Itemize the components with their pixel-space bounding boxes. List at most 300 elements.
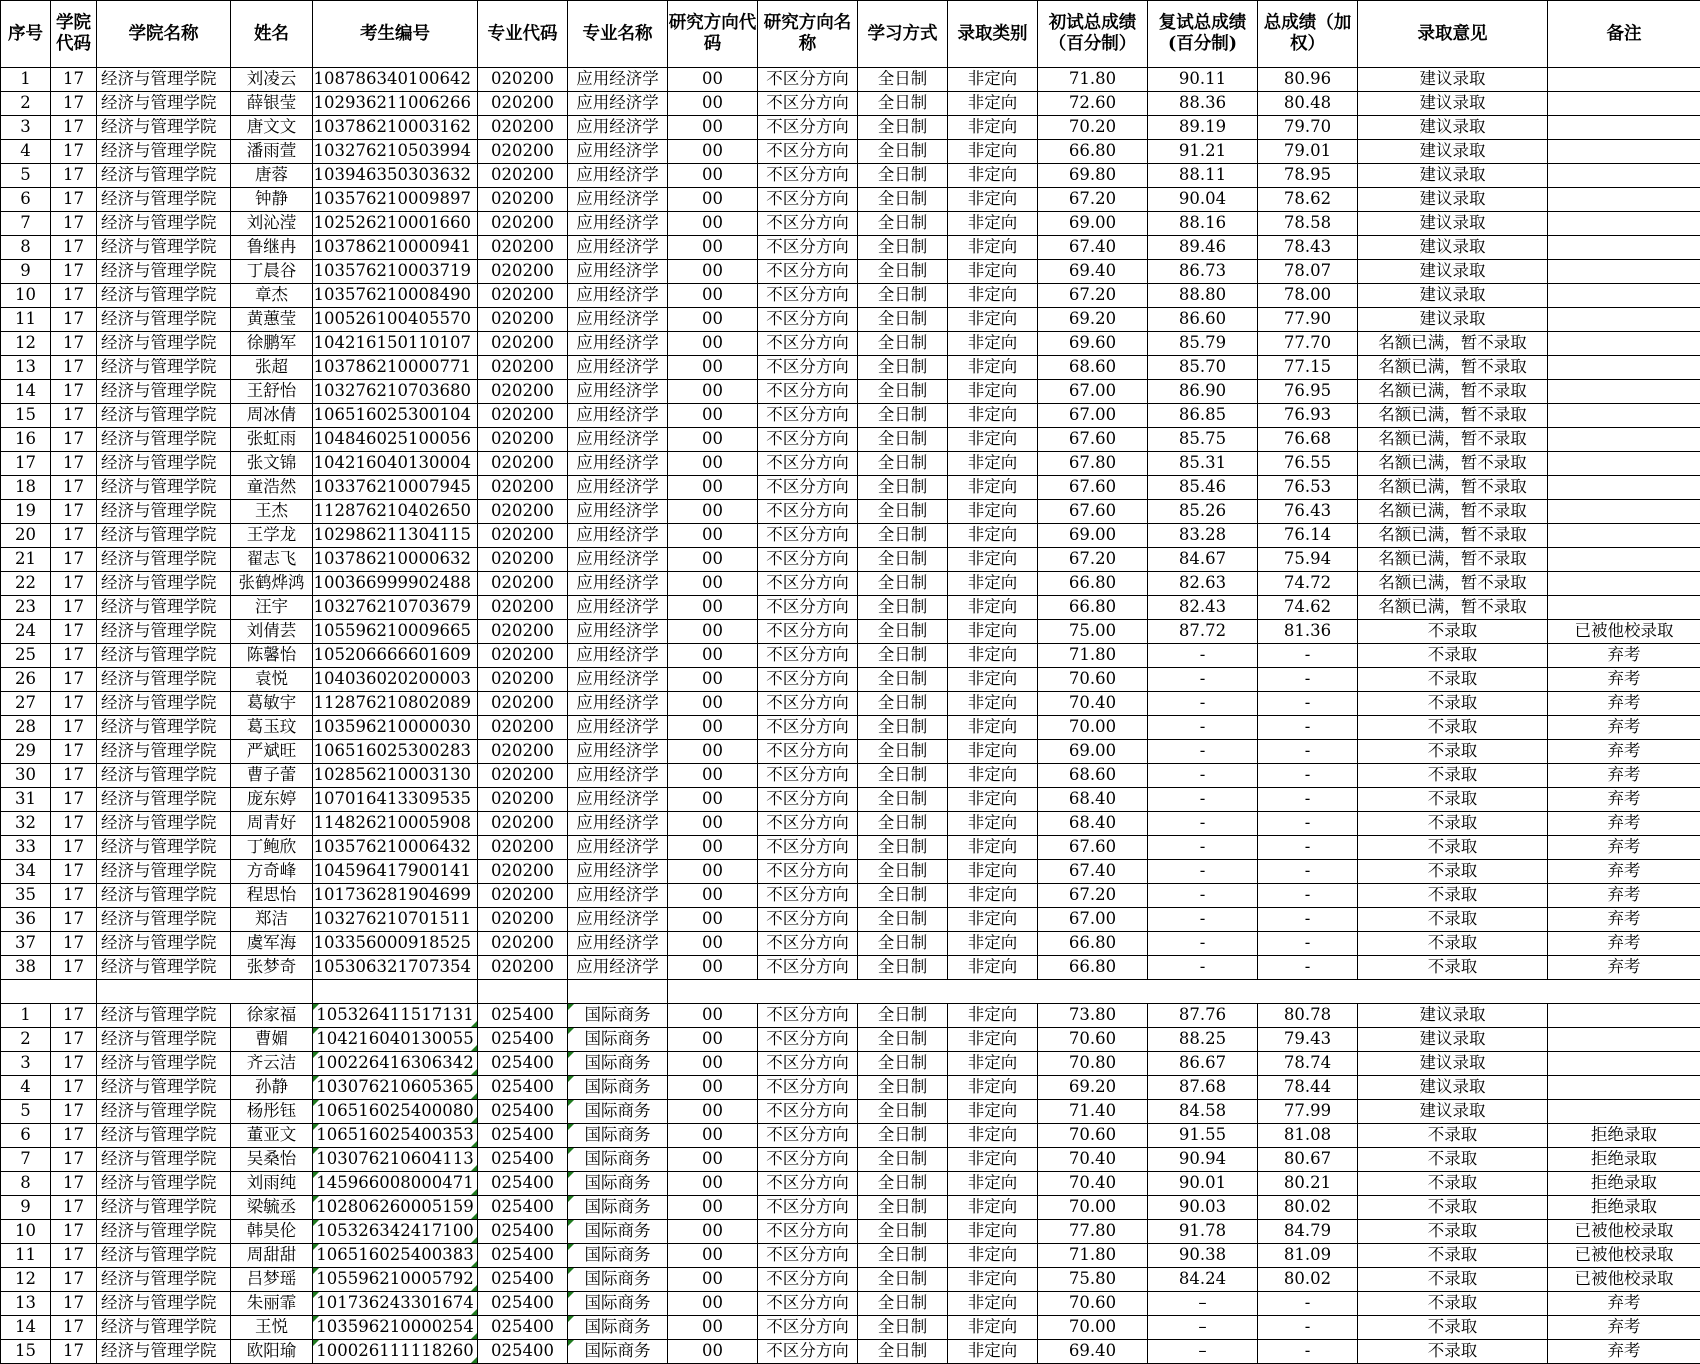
name-cell: 杨彤钰: [231, 1100, 313, 1124]
opinion-cell: 不录取: [1358, 692, 1548, 716]
total-score-cell: -: [1258, 764, 1358, 788]
empty-cell: [1148, 980, 1258, 1004]
seq-header: 序号: [1, 1, 51, 68]
direction-name-cell: 不区分方向: [758, 596, 858, 620]
total-score-cell: 80.21: [1258, 1172, 1358, 1196]
study-mode-cell: 全日制: [858, 1196, 948, 1220]
retest-score-cell: 86.73: [1148, 260, 1258, 284]
candidate-id-cell: 106516025400080: [313, 1100, 478, 1124]
retest-score-cell: 82.43: [1148, 596, 1258, 620]
study-mode-cell: 全日制: [858, 92, 948, 116]
college-name-cell: 经济与管理学院: [97, 116, 231, 140]
direction-code-cell: 00: [668, 908, 758, 932]
direction-name-cell: 不区分方向: [758, 404, 858, 428]
major-name-cell: 国际商务: [568, 1124, 668, 1148]
category-cell: 非定向: [948, 1268, 1038, 1292]
prelim-score-cell: 70.40: [1038, 692, 1148, 716]
remarks-cell: [1548, 428, 1700, 452]
college-code-cell: 17: [51, 908, 97, 932]
seq-cell: 25: [1, 644, 51, 668]
table-row: [1, 1316, 1700, 1340]
retest-score-cell: 85.26: [1148, 500, 1258, 524]
prelim-score-cell: 70.40: [1038, 1148, 1148, 1172]
prelim-score-cell: 67.60: [1038, 476, 1148, 500]
retest-score-cell: -: [1148, 764, 1258, 788]
opinion-cell: 名额已满，暂不录取: [1358, 356, 1548, 380]
direction-name-cell: 不区分方向: [758, 500, 858, 524]
major-code-cell: 025400: [478, 1052, 568, 1076]
college-code-cell: 17: [51, 860, 97, 884]
opinion-cell: 不录取: [1358, 860, 1548, 884]
candidate-id-cell: 100026111118260: [313, 1340, 478, 1364]
table-row: [1, 212, 1700, 236]
total-score-cell: 80.48: [1258, 92, 1358, 116]
seq-cell: 2: [1, 1028, 51, 1052]
prelim-score-cell: 68.60: [1038, 764, 1148, 788]
major-code-cell: 020200: [478, 644, 568, 668]
table-row: [1, 1268, 1700, 1292]
candidate-id-cell: 104216040130055: [313, 1028, 478, 1052]
seq-cell: 26: [1, 668, 51, 692]
seq-cell: 20: [1, 524, 51, 548]
seq-cell: 13: [1, 1292, 51, 1316]
major-code-cell: 025400: [478, 1316, 568, 1340]
seq-cell: 18: [1, 476, 51, 500]
total-score-cell: -: [1258, 692, 1358, 716]
seq-cell: 14: [1, 1316, 51, 1340]
direction-code-cell: 00: [668, 692, 758, 716]
category-cell: 非定向: [948, 1172, 1038, 1196]
prelim-score-cell: 70.80: [1038, 1052, 1148, 1076]
major-name-cell: 应用经济学: [568, 500, 668, 524]
table-row: [1, 884, 1700, 908]
opinion-cell: 建议录取: [1358, 1100, 1548, 1124]
college-code-cell: 17: [51, 500, 97, 524]
study-mode-cell: 全日制: [858, 500, 948, 524]
study-mode-cell: 全日制: [858, 1340, 948, 1364]
major-code-cell: 020200: [478, 572, 568, 596]
direction-code-cell: 00: [668, 1340, 758, 1364]
retest-score-cell: 84.24: [1148, 1268, 1258, 1292]
college-name-cell: 经济与管理学院: [97, 68, 231, 92]
direction-code-cell: 00: [668, 428, 758, 452]
remarks-cell: 已被他校录取: [1548, 1268, 1700, 1292]
study-mode-cell: 全日制: [858, 572, 948, 596]
direction-name-cell: 不区分方向: [758, 188, 858, 212]
major-code-cell: 020200: [478, 884, 568, 908]
college-name-cell: 经济与管理学院: [97, 404, 231, 428]
major-name-cell: 应用经济学: [568, 356, 668, 380]
category-cell: 非定向: [948, 620, 1038, 644]
direction-code-cell: 00: [668, 1004, 758, 1028]
direction-code-cell: 00: [668, 548, 758, 572]
college-code-cell: 17: [51, 332, 97, 356]
direction-name-cell: 不区分方向: [758, 476, 858, 500]
major-name-cell: 应用经济学: [568, 884, 668, 908]
major-code-cell: 025400: [478, 1076, 568, 1100]
retest-score-cell: 90.11: [1148, 68, 1258, 92]
candidate-id-cell: 103786210003162: [313, 116, 478, 140]
total-score-cell: -: [1258, 644, 1358, 668]
empty-cell: [231, 980, 313, 1004]
name-cell: 韩昊伦: [231, 1220, 313, 1244]
direction-code-cell: 00: [668, 596, 758, 620]
category-cell: 非定向: [948, 1004, 1038, 1028]
table-row: [1, 692, 1700, 716]
major-name-cell: 应用经济学: [568, 332, 668, 356]
college-code-cell: 17: [51, 1076, 97, 1100]
major-name-cell: 国际商务: [568, 1076, 668, 1100]
prelim-score-cell: 70.00: [1038, 716, 1148, 740]
table-row: [1, 140, 1700, 164]
prelim-score-cell: 75.00: [1038, 620, 1148, 644]
category-cell: 非定向: [948, 644, 1038, 668]
table-row: [1, 1292, 1700, 1316]
total-score-cell: -: [1258, 788, 1358, 812]
prelim-score-cell: 69.00: [1038, 740, 1148, 764]
study-mode-cell: 全日制: [858, 884, 948, 908]
study-mode-cell: 全日制: [858, 932, 948, 956]
total-score-cell: 77.70: [1258, 332, 1358, 356]
college-code-cell: 17: [51, 836, 97, 860]
direction-name-cell: 不区分方向: [758, 1100, 858, 1124]
college-code-cell: 17: [51, 308, 97, 332]
opinion-cell: 不录取: [1358, 932, 1548, 956]
total-score-cell: 80.67: [1258, 1148, 1358, 1172]
opinion-cell: 建议录取: [1358, 236, 1548, 260]
college-code-cell: 17: [51, 284, 97, 308]
major-code-cell: 025400: [478, 1124, 568, 1148]
seq-cell: 3: [1, 1052, 51, 1076]
total-score-cell: -: [1258, 836, 1358, 860]
prelim-score-cell: 69.40: [1038, 260, 1148, 284]
direction-code-cell: 00: [668, 164, 758, 188]
seq-cell: 38: [1, 956, 51, 980]
major-name-cell: 国际商务: [568, 1316, 668, 1340]
table-row: [1, 1028, 1700, 1052]
study-mode-cell: 全日制: [858, 404, 948, 428]
college-code-cell: 17: [51, 884, 97, 908]
major-name-cell: 应用经济学: [568, 548, 668, 572]
major-code-cell: 020200: [478, 164, 568, 188]
college-name-cell: 经济与管理学院: [97, 932, 231, 956]
direction-code-cell: 00: [668, 116, 758, 140]
direction-code-cell: 00: [668, 932, 758, 956]
table-row: [1, 452, 1700, 476]
category-cell: 非定向: [948, 308, 1038, 332]
major-code-cell: 020200: [478, 356, 568, 380]
empty-cell: [1038, 980, 1148, 1004]
study-mode-cell: 全日制: [858, 1316, 948, 1340]
category-cell: 非定向: [948, 1100, 1038, 1124]
remarks-cell: [1548, 1004, 1700, 1028]
major-name-cell: 应用经济学: [568, 140, 668, 164]
table-row: [1, 164, 1700, 188]
prelim-score-cell: 67.20: [1038, 548, 1148, 572]
direction-code-cell: 00: [668, 740, 758, 764]
major-code-cell: 025400: [478, 1220, 568, 1244]
category-cell: 非定向: [948, 812, 1038, 836]
total-score-cell: 76.95: [1258, 380, 1358, 404]
college-name-cell: 经济与管理学院: [97, 644, 231, 668]
retest-score-cell: 87.76: [1148, 1004, 1258, 1028]
college-name-cell: 经济与管理学院: [97, 212, 231, 236]
opinion-cell: 名额已满，暂不录取: [1358, 500, 1548, 524]
retest-score-cell: 86.90: [1148, 380, 1258, 404]
prelim-score-cell: 75.80: [1038, 1268, 1148, 1292]
retest-score-cell: 89.46: [1148, 236, 1258, 260]
opinion-cell: 名额已满，暂不录取: [1358, 548, 1548, 572]
table-row: [1, 428, 1700, 452]
total-score-cell: 80.96: [1258, 68, 1358, 92]
prelim-score-cell: 66.80: [1038, 140, 1148, 164]
prelim-score-cell: 66.80: [1038, 956, 1148, 980]
direction-code-cell: 00: [668, 140, 758, 164]
study-mode-cell: 全日制: [858, 956, 948, 980]
category-cell: 非定向: [948, 956, 1038, 980]
direction-name-cell: 不区分方向: [758, 1028, 858, 1052]
empty-cell: [478, 980, 568, 1004]
prelim-score-cell: 67.00: [1038, 908, 1148, 932]
total-score-cell: 78.62: [1258, 188, 1358, 212]
study-mode-cell: 全日制: [858, 1124, 948, 1148]
major-name-cell: 国际商务: [568, 1100, 668, 1124]
direction-code-cell: 00: [668, 308, 758, 332]
direction-name-cell: 不区分方向: [758, 332, 858, 356]
study-mode-cell: 全日制: [858, 380, 948, 404]
opinion-cell: 建议录取: [1358, 1004, 1548, 1028]
college-name-cell: 经济与管理学院: [97, 1292, 231, 1316]
table-row: [1, 116, 1700, 140]
college-code-cell: 17: [51, 476, 97, 500]
study-mode-cell: 全日制: [858, 836, 948, 860]
college-code-cell: 17: [51, 1028, 97, 1052]
retest-score-cell: 89.19: [1148, 116, 1258, 140]
direction-name-cell: 不区分方向: [758, 356, 858, 380]
study-mode-cell: 全日制: [858, 356, 948, 380]
prelim-score-cell: 71.80: [1038, 1244, 1148, 1268]
name-cell: 孙静: [231, 1076, 313, 1100]
total-score-cell: 76.14: [1258, 524, 1358, 548]
remarks-cell: 弃考: [1548, 740, 1700, 764]
college-name-cell: 经济与管理学院: [97, 476, 231, 500]
major-name-cell: 应用经济学: [568, 716, 668, 740]
direction-name-cell: 不区分方向: [758, 644, 858, 668]
college-code-cell: 17: [51, 1316, 97, 1340]
study-mode-cell: 全日制: [858, 716, 948, 740]
name-cell: 钟静: [231, 188, 313, 212]
category-cell: 非定向: [948, 284, 1038, 308]
major-code-cell: 020200: [478, 284, 568, 308]
seq-cell: 21: [1, 548, 51, 572]
study-mode-cell: 全日制: [858, 428, 948, 452]
remarks-cell: 弃考: [1548, 764, 1700, 788]
college-code-cell: 17: [51, 788, 97, 812]
opinion-cell: 不录取: [1358, 740, 1548, 764]
opinion-cell: 建议录取: [1358, 260, 1548, 284]
remarks-cell: [1548, 476, 1700, 500]
total-score-cell: 80.02: [1258, 1268, 1358, 1292]
empty-cell: [948, 980, 1038, 1004]
opinion-cell: 名额已满，暂不录取: [1358, 428, 1548, 452]
empty-cell: [97, 980, 231, 1004]
direction-name-cell: 不区分方向: [758, 812, 858, 836]
candidate-id-cell: 103076210604113: [313, 1148, 478, 1172]
candidate-id-cell: 103786210000941: [313, 236, 478, 260]
college-name-cell: 经济与管理学院: [97, 332, 231, 356]
retest-score-cell: 91.21: [1148, 140, 1258, 164]
candidate-id-cell: 104216040130004: [313, 452, 478, 476]
name-cell: 庞东婷: [231, 788, 313, 812]
study-mode-cell: 全日制: [858, 164, 948, 188]
college-name-cell: 经济与管理学院: [97, 1052, 231, 1076]
major-code-cell: 025400: [478, 1244, 568, 1268]
opinion-cell: 不录取: [1358, 956, 1548, 980]
category-cell: 非定向: [948, 404, 1038, 428]
remarks-cell: [1548, 596, 1700, 620]
remarks-cell: [1548, 572, 1700, 596]
college-name-cell: 经济与管理学院: [97, 1316, 231, 1340]
prelim-score-cell: 77.80: [1038, 1220, 1148, 1244]
total-score-cell: 79.70: [1258, 116, 1358, 140]
total-score-cell: 80.78: [1258, 1004, 1358, 1028]
college-code-cell: 17: [51, 812, 97, 836]
seq-cell: 32: [1, 812, 51, 836]
college-code-cell: 17: [51, 236, 97, 260]
prelim-score-cell: 67.80: [1038, 452, 1148, 476]
opinion-cell: 建议录取: [1358, 284, 1548, 308]
opinion-cell: 名额已满，暂不录取: [1358, 572, 1548, 596]
college-code-cell: 17: [51, 1004, 97, 1028]
table-row: [1, 500, 1700, 524]
opinion-cell: 不录取: [1358, 1316, 1548, 1340]
college-name-cell: 经济与管理学院: [97, 1172, 231, 1196]
college-code-cell: 17: [51, 572, 97, 596]
name-cell: 翟志飞: [231, 548, 313, 572]
category-cell: 非定向: [948, 836, 1038, 860]
opinion-cell: 不录取: [1358, 1124, 1548, 1148]
name-cell: 徐家福: [231, 1004, 313, 1028]
direction-name-cell: 不区分方向: [758, 1292, 858, 1316]
name-cell: 欧阳瑜: [231, 1340, 313, 1364]
retest-score-cell: -: [1148, 812, 1258, 836]
table-row: [1, 836, 1700, 860]
table-row: [1, 644, 1700, 668]
category-cell: 非定向: [948, 1196, 1038, 1220]
major-name-cell: 国际商务: [568, 1268, 668, 1292]
direction-name-cell: 不区分方向: [758, 668, 858, 692]
name-cell: 童浩然: [231, 476, 313, 500]
major-code-cell: 025400: [478, 1028, 568, 1052]
direction-code-cell: 00: [668, 884, 758, 908]
college-name-cell: 经济与管理学院: [97, 1196, 231, 1220]
total-score-cell: 81.09: [1258, 1244, 1358, 1268]
remarks-cell: 拒绝录取: [1548, 1148, 1700, 1172]
category-cell: 非定向: [948, 1052, 1038, 1076]
major-code-cell: 020200: [478, 932, 568, 956]
remarks-cell: 弃考: [1548, 836, 1700, 860]
college-name-cell: 经济与管理学院: [97, 956, 231, 980]
name-cell: 刘凌云: [231, 68, 313, 92]
direction-name-cell: 不区分方向: [758, 116, 858, 140]
major-code-cell: 020200: [478, 740, 568, 764]
study-mode-cell: 全日制: [858, 1004, 948, 1028]
name-cell: 周冰倩: [231, 404, 313, 428]
direction-name-cell: 不区分方向: [758, 236, 858, 260]
remarks-cell: 弃考: [1548, 884, 1700, 908]
candidate-id-cell: 107016413309535: [313, 788, 478, 812]
direction-name-cell: 不区分方向: [758, 284, 858, 308]
category-cell: 非定向: [948, 428, 1038, 452]
college-code-cell: 17: [51, 692, 97, 716]
candidate-id-cell: 102526210001660: [313, 212, 478, 236]
study-mode-cell: 全日制: [858, 308, 948, 332]
study-mode-cell: 全日制: [858, 284, 948, 308]
total-score-cell: -: [1258, 860, 1358, 884]
remarks-cell: 拒绝录取: [1548, 1172, 1700, 1196]
category-cell: 非定向: [948, 764, 1038, 788]
major-code-cell: 020200: [478, 500, 568, 524]
name-cell: 张梦奇: [231, 956, 313, 980]
college-code-cell: 17: [51, 116, 97, 140]
opinion-cell: 不录取: [1358, 1292, 1548, 1316]
college-code-cell: 17: [51, 380, 97, 404]
seq-cell: 16: [1, 428, 51, 452]
direction-name-cell: 不区分方向: [758, 836, 858, 860]
candidate-id-cell: 105206666601609: [313, 644, 478, 668]
empty-cell: [51, 980, 97, 1004]
table-row: [1, 572, 1700, 596]
total-score-cell: 80.02: [1258, 1196, 1358, 1220]
remarks-cell: [1548, 524, 1700, 548]
college-name-cell: 经济与管理学院: [97, 1124, 231, 1148]
remarks-cell: [1548, 140, 1700, 164]
major-code-cell: 025400: [478, 1268, 568, 1292]
major-name-cell: 应用经济学: [568, 812, 668, 836]
remarks-cell: [1548, 500, 1700, 524]
college-code-cell: 17: [51, 932, 97, 956]
college-name-cell: 经济与管理学院: [97, 308, 231, 332]
study-mode-cell: 全日制: [858, 1244, 948, 1268]
retest-score-cell: 88.80: [1148, 284, 1258, 308]
table-row: [1, 188, 1700, 212]
college-name-cell: 经济与管理学院: [97, 620, 231, 644]
direction-code-cell: 00: [668, 92, 758, 116]
remarks-cell: [1548, 212, 1700, 236]
direction-name-cell: 不区分方向: [758, 620, 858, 644]
retest-score-cell: 87.68: [1148, 1076, 1258, 1100]
major-code-cell: 020200: [478, 668, 568, 692]
prelim-score-cell: 69.20: [1038, 308, 1148, 332]
seq-cell: 17: [1, 452, 51, 476]
opinion-cell: 不录取: [1358, 764, 1548, 788]
seq-cell: 36: [1, 908, 51, 932]
remarks-cell: [1548, 1076, 1700, 1100]
retest-score-cell: -: [1148, 644, 1258, 668]
table-body: [1, 68, 1700, 1364]
college-code-cell: 17: [51, 428, 97, 452]
major-name-cell: 应用经济学: [568, 620, 668, 644]
major-name-cell: 国际商务: [568, 1244, 668, 1268]
major-code-cell: 025400: [478, 1148, 568, 1172]
total-score-cell: 78.95: [1258, 164, 1358, 188]
college-code-cell: 17: [51, 548, 97, 572]
opinion-cell: 建议录取: [1358, 1076, 1548, 1100]
candidate-id-cell: 100226416306342: [313, 1052, 478, 1076]
remarks-cell: [1548, 236, 1700, 260]
candidate-id-cell: 103946350303632: [313, 164, 478, 188]
remarks-cell: [1548, 260, 1700, 284]
